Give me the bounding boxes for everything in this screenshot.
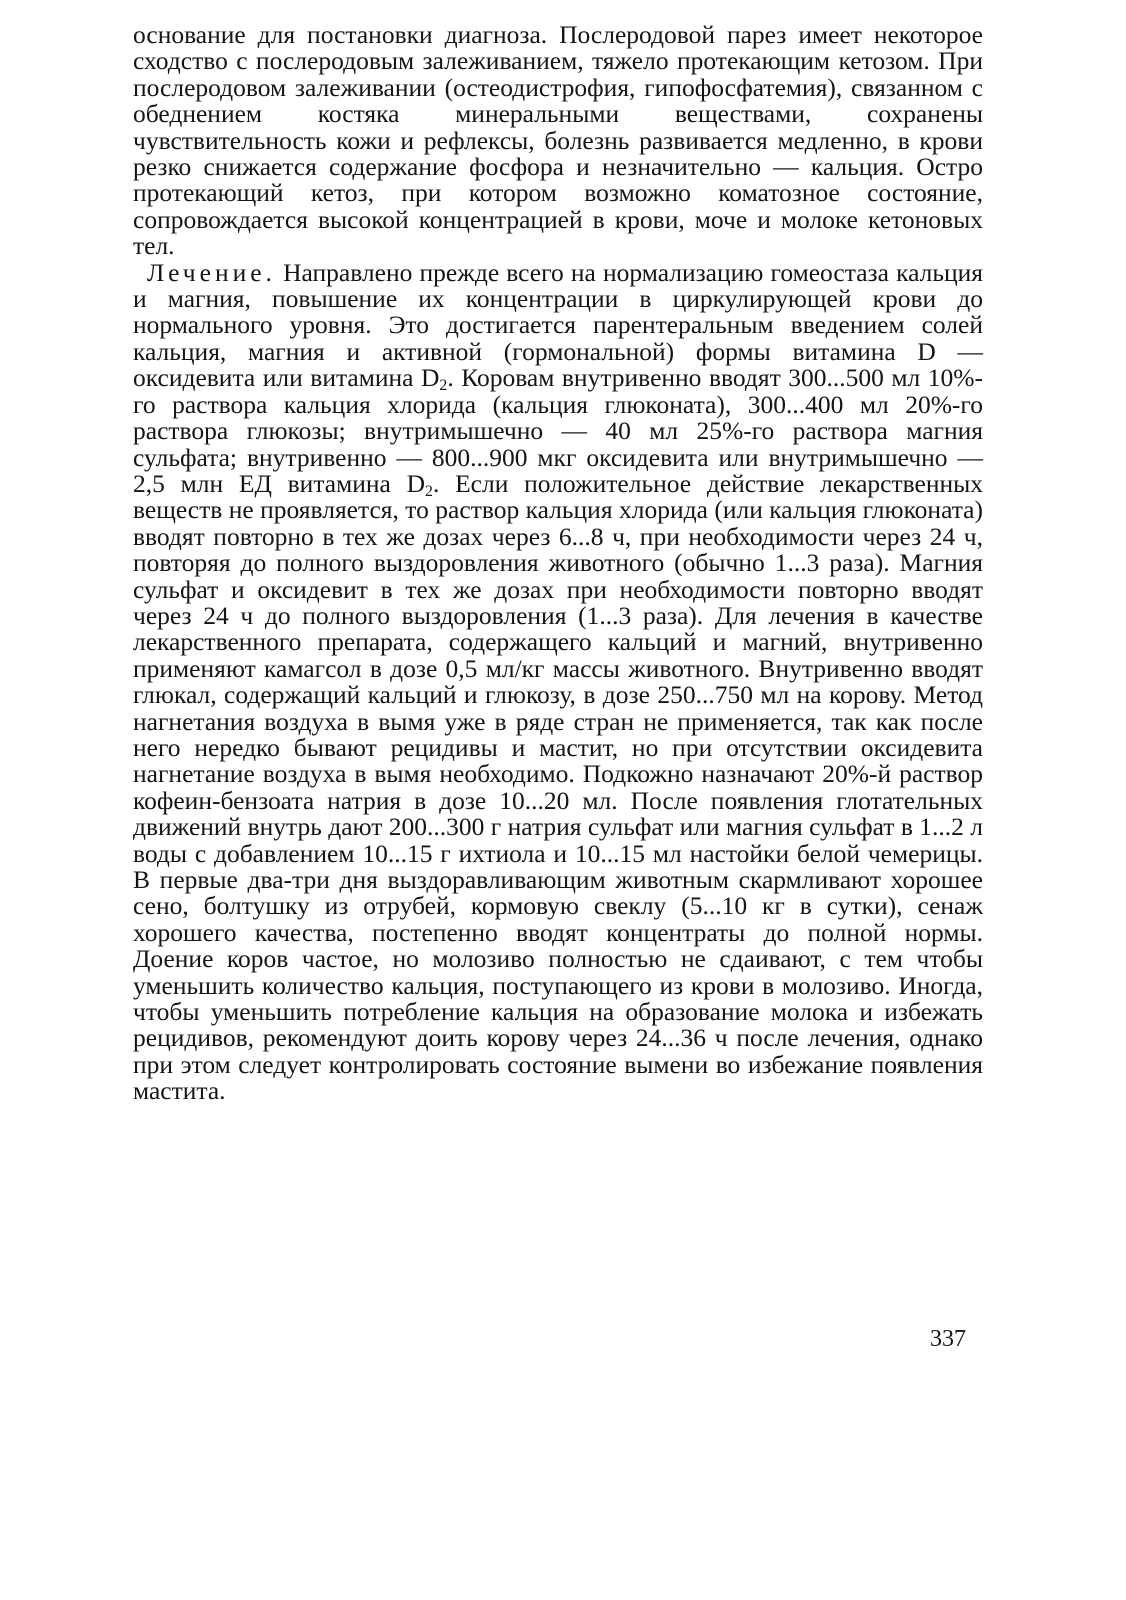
paragraph-treatment	[133, 257, 983, 1106]
paragraph-differential-diagnosis: основание для постановки диагноза. Послеродовой парез имеет некоторое сходство с послеродовым залеживанием, тяжело протекающим кетозом. При послеродовом залеживании (остеодистрофия, гипофосфатемия), связанном с обеднением костяка минеральными веществами, сохранены чувствительность кожи и рефлексы, болезнь развивается медленно, в крови резко снижается содержание фосфора и незначительно — кальция. Остро протекающий кетоз, при котором возможно коматозное состояние, сопровождается высокой концентрацией в крови, моче и молоке кетоновых тел.	[133, 20, 983, 261]
vitamin-d-subscript-1: 2	[439, 377, 448, 395]
treatment-text-part-2: . Коровам внутривенно вводят 300...500 мл 10%-го раствора кальция хлорида (кальция глюконата), 300...400 мл 20%-го раствора глюкозы; внутримышечно — 40 мл 25%-го раствора магния сульфата; внутривенно — 800...900 мкг оксидевита или внутримышечно — 2,5 млн ЕД витамина D	[133, 363, 983, 498]
body-text	[133, 22, 983, 1105]
vitamin-d-subscript-2: 2	[425, 482, 433, 500]
treatment-heading: Лечение.	[147, 257, 276, 287]
treatment-text-part-1: Направлено прежде всего на нормализацию гомеостаза кальция и магния, повышение их концентрации в циркулирующей крови до нормального уровня. Это достигается парентеральным введением солей кальция, магния и активной (гормональной) формы витамина D — оксидевита или витамина D	[133, 257, 983, 393]
page-number: 337	[930, 1326, 966, 1352]
treatment-text-part-3: . Если положительное действие лекарственных веществ не проявляется, то раствор кальция хлорида (или кальция глюконата) вводят повторно в тех же дозах через 6...8 ч, при необходимости через 24 ч, повторяя до полного выздоровления животного (обычно 1...3 раза). Магния сульфат и оксидевит в тех же дозах при необходимости повторно вводят через 24 ч до полного выздоровления (1...3 раза). Для лечения в качестве лекарственного препарата, содержащего кальций и магний, внутривенно применяют камагсол в дозе 0,5 мл/кг массы животного. Внутривенно вводят глюкал, содержащий кальций и глюкозу, в дозе 250...750 мл на корову. Метод нагнетания воздуха в вымя уже в ряде стран не применяется, так как после него нередко бывают рецидивы и мастит, но при отсутствии оксидевита нагнетание воздуха в вымя необходимо. Подкожно назначают 20%-й раствор кофеин-бензоата натрия в дозе 10...20 мл. После появления глотательных движений внутрь дают 200...300 г натрия сульфат или магния сульфат в 1...2 л воды с добавлением 10...15 г ихтиола и 10...15 мл настойки белой чемерицы. В первые два-три дня выздоравливающим животным скармливают хорошее сено, болтушку из отрубей, кормовую свеклу (5...10 кг в сутки), сенаж хорошего качества, постепенно вводят концентраты до полной нормы. Доение коров частое, но молозиво полностью не сдаивают, с тем чтобы уменьшить количество кальция, поступающего из крови в молозиво. Иногда, чтобы уменьшить потребление кальция на образование молока и избежать рецидивов, рекомендуют доить корову через 24...36 ч после лечения, однако при этом следует контролировать состояние вымени во избежание появления мастита.	[133, 468, 983, 1106]
